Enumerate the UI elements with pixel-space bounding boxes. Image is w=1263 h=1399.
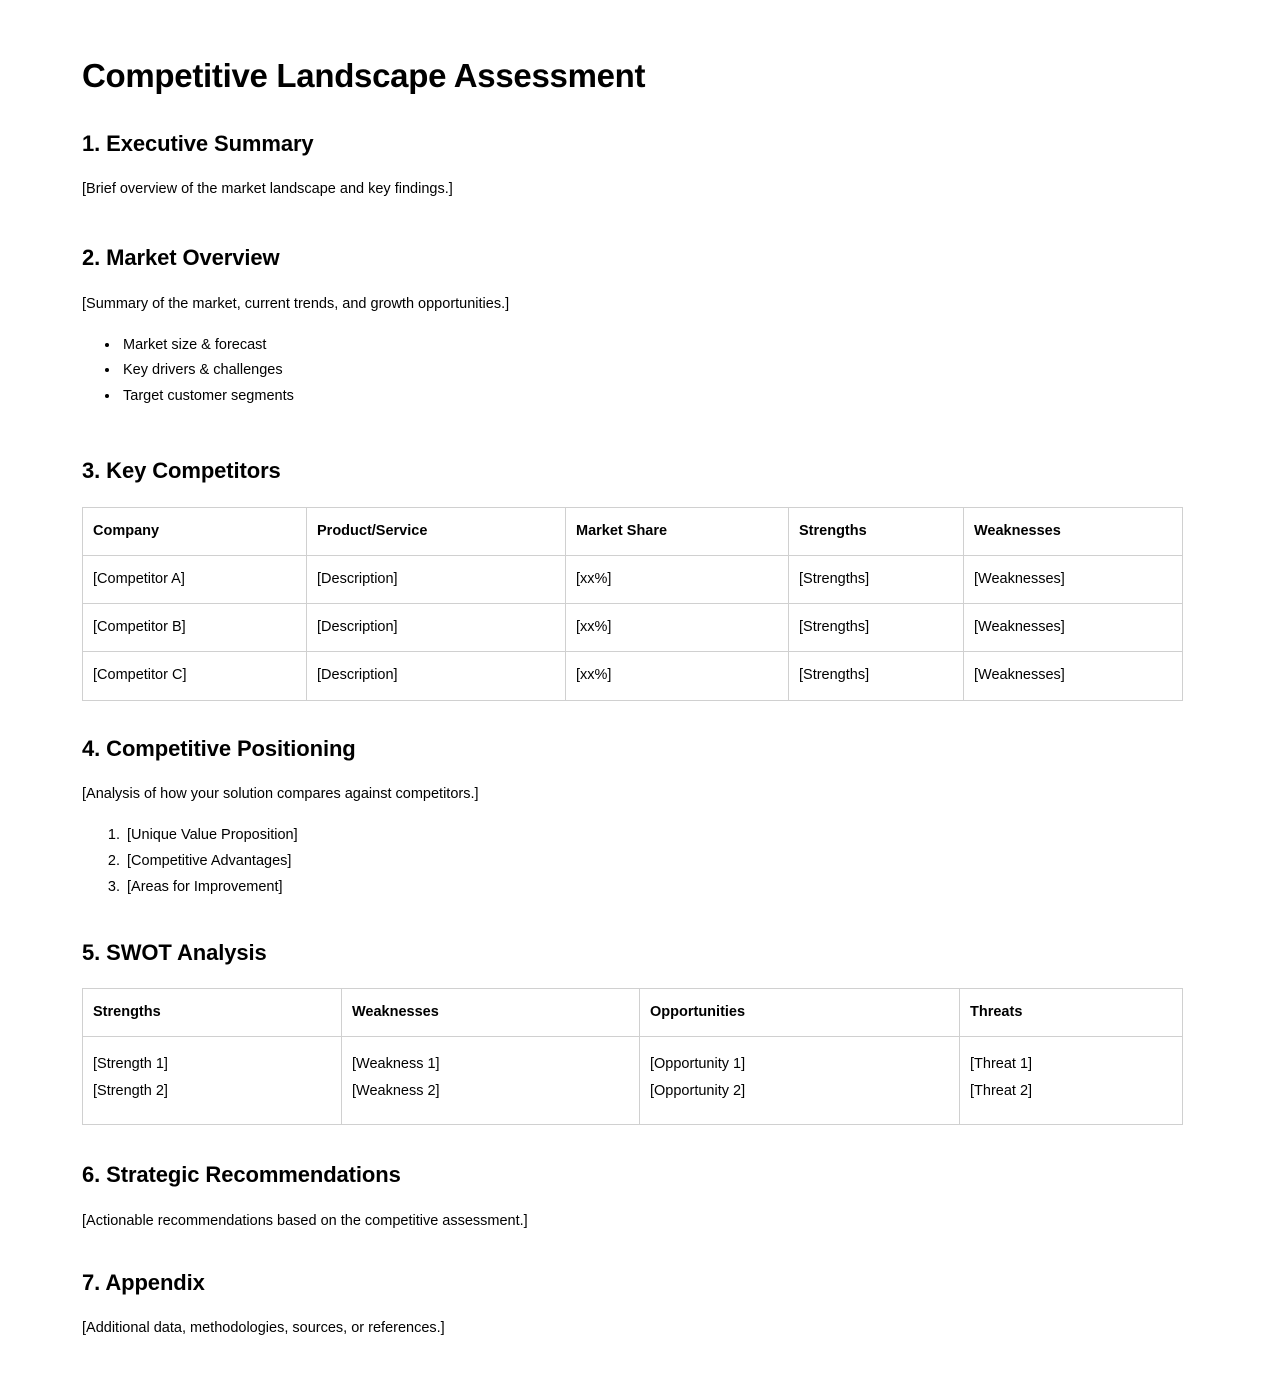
cell-line: [Weakness 1] [352, 1056, 440, 1073]
cell-product-service: [Description] [307, 555, 566, 603]
cell-weaknesses: [Weaknesses] [964, 604, 1183, 652]
cell-market-share: [xx%] [566, 652, 789, 700]
cell-line: [Opportunity 1] [650, 1056, 746, 1073]
section-heading-competitive-positioning: 4. Competitive Positioning [82, 735, 356, 761]
list-item: • Target customer segments [120, 384, 1182, 410]
list-item: 1. [Unique Value Proposition] [124, 823, 1182, 849]
cell-weaknesses [342, 1037, 640, 1125]
strategic-recommendations-body: [Actionable recommendations based on the competitive assessment.] [82, 1212, 528, 1229]
competitive-positioning-ordered-list [82, 805, 1182, 900]
section-heading-swot-analysis: 5. SWOT Analysis [82, 939, 267, 965]
table-header-row [83, 507, 1183, 555]
column-header-strengths: Strengths [789, 507, 964, 555]
cell-market-share: [xx%] [566, 604, 789, 652]
column-header-market-share: Market Share [566, 507, 789, 555]
column-header-company: Company [83, 507, 307, 555]
cell-company: [Competitor A] [83, 555, 307, 603]
swot-analysis-table [82, 988, 1183, 1125]
section-heading-executive-summary: 1. Executive Summary [82, 130, 314, 156]
key-competitors-table [82, 507, 1183, 701]
column-header-threats: Threats [960, 989, 1183, 1037]
cell-line: [Weakness 2] [352, 1082, 440, 1099]
list-item: 2. [Competitive Advantages] [124, 849, 1182, 875]
cell-weaknesses: [Weaknesses] [964, 652, 1183, 700]
column-header-product-service: Product/Service [307, 507, 566, 555]
cell-strengths: [Strengths] [789, 604, 964, 652]
market-overview-body: [Summary of the market, current trends, and growth opportunities.] [82, 295, 510, 312]
page-title: Competitive Landscape Assessment [82, 57, 646, 94]
column-header-weaknesses: Weaknesses [964, 507, 1183, 555]
section-heading-market-overview: 2. Market Overview [82, 245, 280, 271]
cell-strengths: [Strengths] [789, 652, 964, 700]
market-overview-bullet-list [82, 315, 1182, 410]
cell-product-service: [Description] [307, 604, 566, 652]
cell-threats [960, 1037, 1183, 1125]
cell-line: [Threat 1] [970, 1056, 1033, 1073]
table-row [83, 652, 1183, 700]
table-header-row [83, 989, 1183, 1037]
section-heading-strategic-recommendations: 6. Strategic Recommendations [82, 1162, 401, 1188]
section-heading-key-competitors: 3. Key Competitors [82, 458, 281, 484]
cell-weaknesses: [Weaknesses] [964, 555, 1183, 603]
cell-market-share: [xx%] [566, 555, 789, 603]
section-heading-appendix: 7. Appendix [82, 1269, 205, 1295]
column-header-weaknesses: Weaknesses [342, 989, 640, 1037]
cell-strengths: [Strengths] [789, 555, 964, 603]
cell-strengths [83, 1037, 342, 1125]
column-header-opportunities: Opportunities [640, 989, 960, 1037]
list-item: 3. [Areas for Improvement] [124, 875, 1182, 901]
competitive-positioning-body: [Analysis of how your solution compares against competitors.] [82, 786, 479, 803]
appendix-body: [Additional data, methodologies, sources, or references.] [82, 1320, 445, 1337]
cell-product-service: [Description] [307, 652, 566, 700]
executive-summary-body: [Brief overview of the market landscape and key findings.] [82, 181, 453, 198]
list-item: • Market size & forecast [120, 333, 1182, 359]
cell-line: [Strength 2] [93, 1082, 168, 1099]
table-row [83, 604, 1183, 652]
table-row [83, 1037, 1183, 1125]
list-item: • Key drivers & challenges [120, 358, 1182, 384]
cell-line: [Strength 1] [93, 1056, 168, 1073]
cell-company: [Competitor C] [83, 652, 307, 700]
table-row [83, 555, 1183, 603]
cell-opportunities [640, 1037, 960, 1125]
column-header-strengths: Strengths [83, 989, 342, 1037]
cell-company: [Competitor B] [83, 604, 307, 652]
cell-line: [Opportunity 2] [650, 1082, 746, 1099]
cell-line: [Threat 2] [970, 1082, 1033, 1099]
